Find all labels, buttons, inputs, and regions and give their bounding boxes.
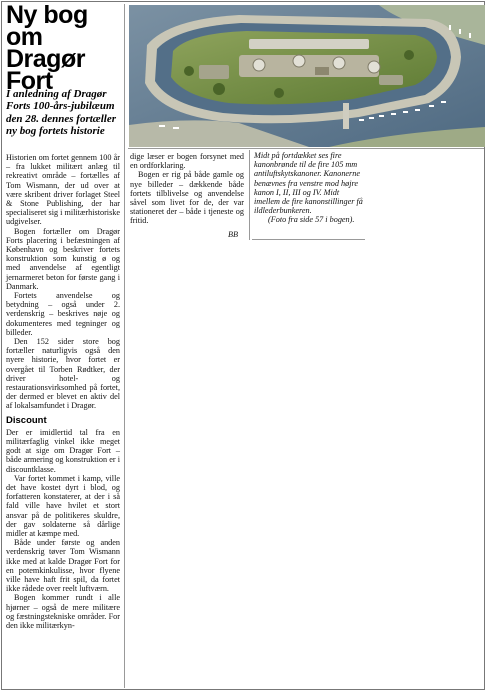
- gun-emplacement-4: [368, 61, 380, 73]
- building: [379, 75, 403, 85]
- caption-credit: (Foto fra side 57 i bogen).: [268, 215, 355, 225]
- fire-control-bunker: [315, 67, 329, 75]
- paragraph: dige læser er bogen forsynet med en ordforklaring.: [130, 152, 244, 171]
- author-signature: BB: [228, 230, 239, 239]
- paragraph: Der er imidlertid tal fra en militærfaglig vinkel ikke meget godt at sige om Dragør Fort – både armering og konstruktion er i discountklasse.: [6, 427, 120, 474]
- fort-photo-image: [129, 5, 485, 147]
- article-column-1: [6, 153, 120, 630]
- headline-line-3: Fort: [6, 67, 53, 95]
- standfirst: I anledning af Dragør Forts 100-års-jubilæum den 28. dennes fortæller ny bog fortets historie: [6, 88, 116, 137]
- tree: [213, 83, 225, 95]
- paragraph: Var fortet kommet i kamp, ville det have kostet dyrt i blod, og forfatteren konstaterer, at der i så fald ville have hvilet et stort ansvar på de politikeres skuldre, der gav soldaterne så dårlige midler at kæmpe med.: [6, 473, 120, 538]
- paragraph: Bogen er rig på både gamle og nye billeder – dækkende både fortets tilblivelse og anvendelse såvel som livet for de, der var stationeret der – både i tjeneste og fritid.: [130, 170, 244, 226]
- paragraph: Den 152 sider store bog fortæller naturligvis også den nyere historie, hvor fortet er overgået til Torben Rødtker, der driver hotel- og restaurationsvirksomhed på fortet, der dermed er blevet en aktiv del af lokalsamfundet i Dragør.: [6, 337, 120, 411]
- tree: [404, 50, 414, 60]
- aerial-photo-dragor-fort: [129, 5, 485, 147]
- building: [199, 65, 229, 79]
- bridge: [343, 103, 349, 129]
- gun-emplacement-1: [253, 59, 265, 71]
- paragraph: Både under første og anden verdenskrig tøver Tom Wismann ikke med at kalde Dragør Fort for en potemkinkulisse, hvor flyene ville have haft frit spil, da fortet ikke rådede over reelt luftværn.: [6, 538, 120, 594]
- gun-emplacement-2: [293, 55, 305, 67]
- article-column-2: [130, 152, 244, 226]
- caption-rule: [252, 239, 365, 240]
- photo-caption: [254, 151, 364, 225]
- paragraph: Historien om fortet gennem 100 år – fra lukket militært anlæg til rekreativt område – fortælles af Tom Wismann, der ud over at være skribent driver forlaget Steel & Stone Publishing, der har specialiseret sig i militærhistoriske udgivelser.: [6, 153, 120, 227]
- subheading-discount: Discount: [6, 414, 47, 426]
- column-rule-2: [249, 150, 250, 240]
- headline-line-2: Dragør: [6, 45, 85, 73]
- paragraph: Bogen fortæller om Dragør Forts placering i befæstningen af København og beskriver fortets konstruktion som kunstig ø og med anvendelse af egentligt jernarmeret beton for første gang i Danmark.: [6, 226, 120, 291]
- headline-line-1: Ny bog om: [6, 1, 88, 51]
- fort-wall: [249, 39, 369, 49]
- paragraph: Fortets anvendelse og betydning – også under 2. verdenskrig – beskrives nøje og dokumenteres med tegninger og billeder.: [6, 291, 120, 337]
- caption-text: Midt på fortdækket ses fire kanonbrønde til de fire 105 mm antiluftskytskanoner. Kanonerne benævnes fra venstre mod højre kanon I, II, III og IV. Midt imellem de fire kanonstillinger få ildlederbunkeren.: [254, 151, 363, 216]
- gun-emplacement-3: [333, 57, 345, 69]
- headline: [6, 1, 126, 95]
- tree: [274, 88, 284, 98]
- tree: [184, 66, 194, 76]
- photo-rule: [128, 148, 484, 149]
- paragraph: Bogen kommer rundt i alle hjørner – også de mere militære og fæstningstekniske områder. For den ikke militærkyn-: [6, 593, 120, 630]
